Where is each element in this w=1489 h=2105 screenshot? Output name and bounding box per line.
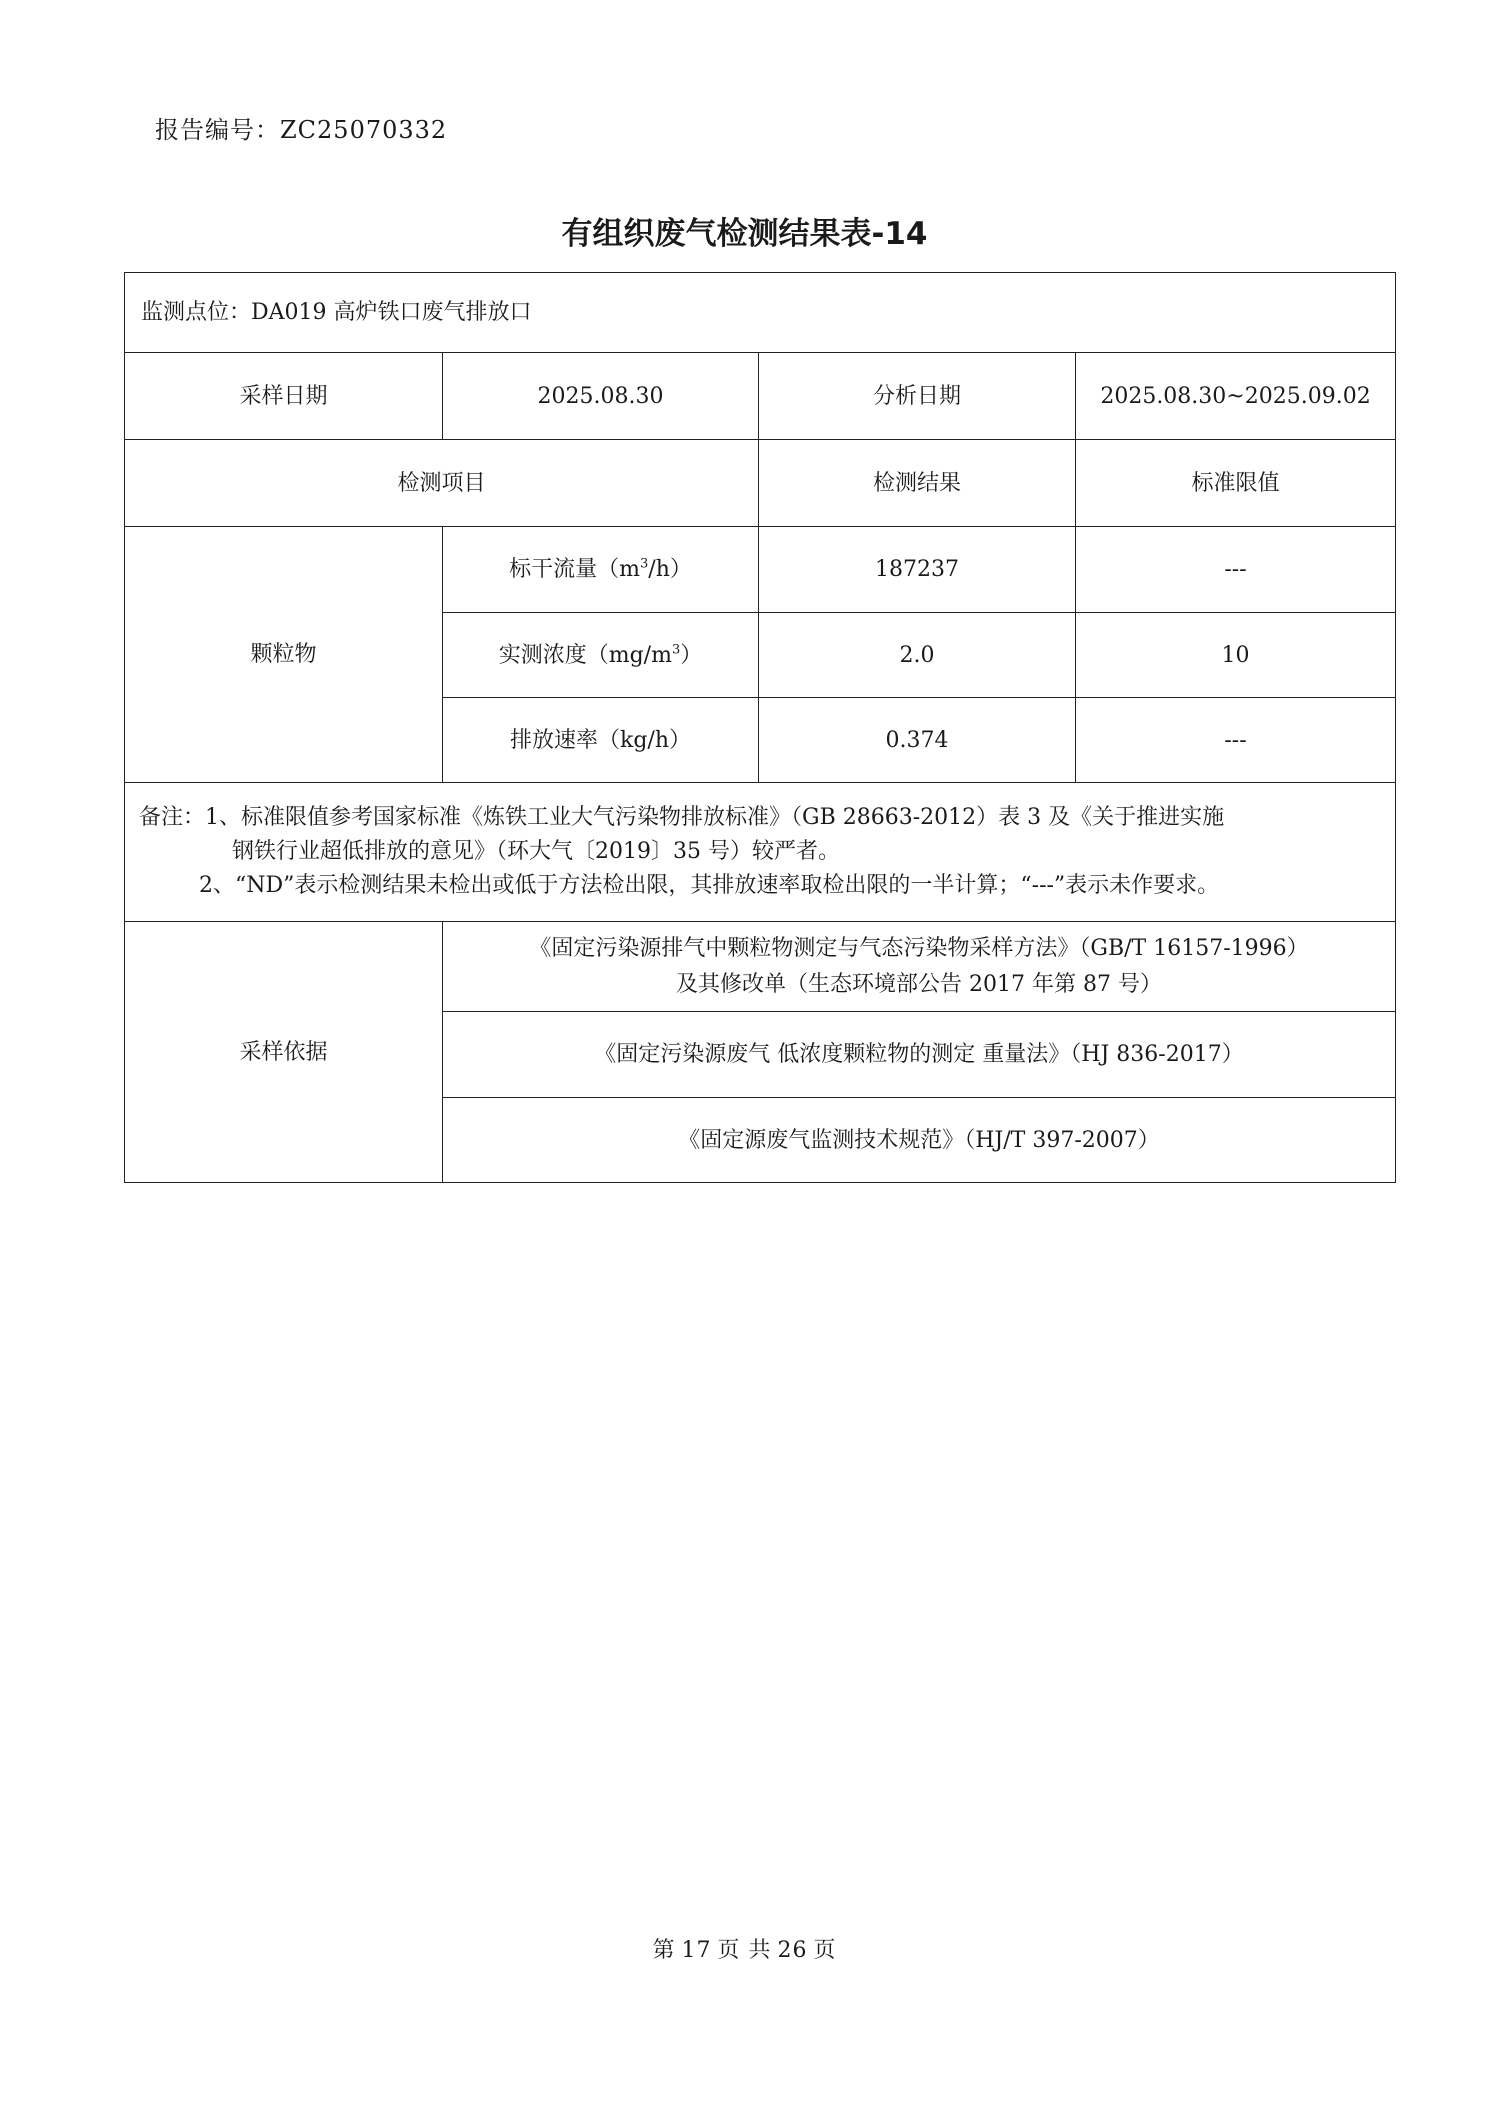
basis-item: 《固定污染源废气 低浓度颗粒物的测定 重量法》（HJ 836-2017）	[443, 1012, 1396, 1098]
result-value: 0.374	[759, 698, 1076, 783]
total-pages: 26	[777, 1938, 808, 1963]
item-name: 排放速率（kg/h）	[443, 698, 759, 783]
item-name: 标干流量$(m^3/h)$	[443, 527, 759, 613]
basis-label: 采样依据	[125, 922, 443, 1183]
result-value: 2.0	[759, 613, 1076, 698]
analysis-date-label: 分析日期	[759, 353, 1076, 440]
notes	[125, 783, 1396, 922]
basis-item	[443, 922, 1396, 1012]
sample-date-label: 采样日期	[125, 353, 443, 440]
col-limit-header: 标准限值	[1076, 440, 1396, 527]
result-table	[124, 272, 1396, 1183]
limit-value: ---	[1076, 698, 1396, 783]
basis-1-line-1: 《固定污染源排气中颗粒物测定与气态污染物采样方法》（GB/T 16157-1996）	[529, 936, 1309, 962]
result-value: 187237	[759, 527, 1076, 613]
limit-value: 10	[1076, 613, 1396, 698]
page-title: 有组织废气检测结果表-14	[561, 216, 928, 252]
date-row	[125, 353, 1396, 440]
group-name: 颗粒物	[125, 527, 443, 783]
report-number-value: ZC25070332	[280, 116, 448, 144]
item-name: 实测浓度$(mg/m^3)$	[443, 613, 759, 698]
header-row	[125, 440, 1396, 527]
basis-row	[125, 922, 1396, 1012]
limit-value: ---	[1076, 527, 1396, 613]
monitor-point-row	[125, 273, 1396, 353]
basis-1-line-2: 及其修改单（生态环境部公告 2017 年第 87 号）	[676, 971, 1162, 997]
analysis-date-value: 2025.08.30~2025.09.02	[1076, 353, 1396, 440]
sample-date-value: 2025.08.30	[443, 353, 759, 440]
note-line-1: 备注：1、标准限值参考国家标准《炼铁工业大气污染物排放标准》（GB 28663-2012）表 3 及《关于推进实施	[139, 804, 1225, 830]
report-number	[155, 110, 447, 145]
basis-item: 《固定源废气监测技术规范》（HJ/T 397-2007）	[443, 1098, 1396, 1183]
current-page: 17	[681, 1938, 712, 1963]
note-line-2: 钢铁行业超低排放的意见》（环大气〔2019〕35 号）较严者。	[232, 838, 840, 864]
report-number-label: 报告编号：	[155, 116, 280, 144]
col-item-header: 检测项目	[125, 440, 759, 527]
page-footer: 第 17 页 共 26 页	[652, 1938, 837, 1963]
monitor-point: 监测点位：DA019 高炉铁口废气排放口	[125, 273, 1396, 353]
note-line-3: 2、“ND”表示检测结果未检出或低于方法检出限，其排放速率取检出限的一半计算；“---”表示未作要求。	[199, 873, 1220, 899]
notes-row	[125, 783, 1396, 922]
table-row	[125, 527, 1396, 613]
col-result-header: 检测结果	[759, 440, 1076, 527]
